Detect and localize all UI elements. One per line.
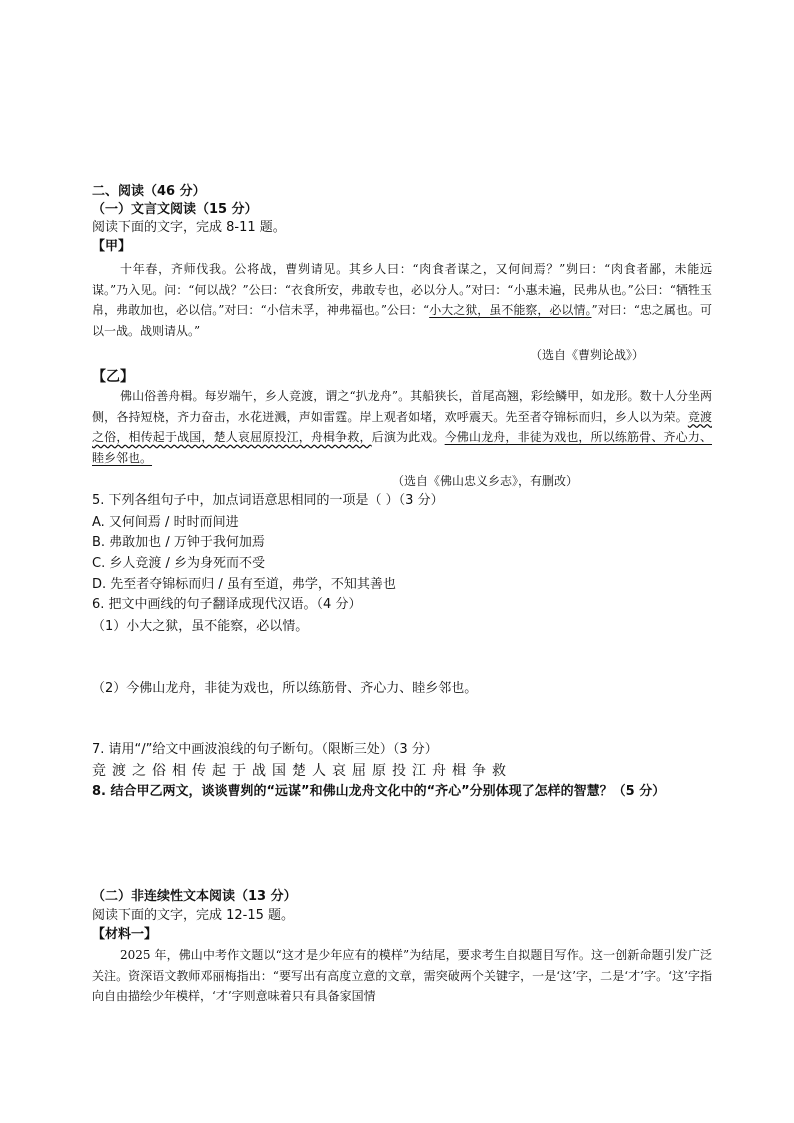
part2-title: （二）非连续性文本阅读（13 分） [92, 889, 297, 904]
yi-source: （选自《佛山忠义乡志》，有删改） [392, 474, 579, 488]
yi-passage [92, 386, 712, 468]
yi-passage-mid: 后演为此戏。 [371, 430, 445, 444]
q5-option-a: A. 又何间焉 / 时时而间进 [92, 515, 239, 530]
section-title: 二、阅读（46 分） [92, 184, 206, 199]
jia-label: 【甲】 [92, 239, 132, 254]
yi-passage-lead: 佛山俗善舟楫。每岁端午，乡人竞渡，谓之“扒龙舟”。其船狭长，首尾高翘，彩绘鳞甲，如龙形。数十人分坐两侧，各持短桡，齐力奋击，水花迸溅，声如雷霆。岸上观者如堵，欢呼震天。先至者夺锦标而归，乡人以为荣。 [92, 389, 712, 424]
q5-option-c: C. 乡人竞渡 / 乡为身死而不受 [92, 556, 265, 571]
q5-option-b: B. 弗敢加也 / 万钟于我何加焉 [92, 535, 265, 550]
part1-instruction: 阅读下面的文字，完成 8-11 题。 [92, 220, 286, 235]
yi-label: 【乙】 [92, 369, 134, 385]
part2-instruction: 阅读下面的文字，完成 12-15 题。 [92, 908, 295, 923]
jia-passage-lead: 十年春，齐师伐我。公将战，曹刿请见。其乡人曰：“肉食者谋之，又何间焉？”刿曰：“肉食者鄙，未能远谋。”乃入见。问：“何以战？”公曰：“衣食所安，弗敢专也，必以分人。”对曰：“小惠未遍，民弗从也。”公曰：“牺牲玉帛，弗敢加也，必以信。”对曰：“小信未孚，神弗福也。”公曰：“ [92, 262, 712, 317]
q7-stem: 7. 请用“/”给文中画波浪线的句子断句。（限断三处）（3 分） [92, 742, 438, 757]
q6-sentence-2: （2）今佛山龙舟，非徒为戏也，所以练筋骨、齐心力、睦乡邻也。 [92, 681, 478, 696]
jia-underlined-sentence: 小大之狱，虽不能察，必以情。 [429, 303, 592, 317]
q7-text: 竞渡之俗相传起于战国楚人哀屈原投江舟楫争救 [92, 763, 512, 779]
material1-text: 2025 年，佛山中考作文题以“这才是少年应有的模样”为结尾，要求考生自拟题目写作。这一创新命题引发广泛关注。资深语文教师邓丽梅指出：“要写出有高度立意的文章，需突破两个关键字，一是‘这’字，二是‘才’字。‘这’字指向自由描绘少年模样，‘才’字则意味着只有具备家国情 [92, 948, 712, 1003]
jia-passage-tail: ”对曰：“忠之属也。可以一战。战则请从。” [92, 303, 712, 338]
q6-sentence-1: （1）小大之狱，虽不能察，必以情。 [92, 619, 309, 634]
q5-stem: 5. 下列各组句子中，加点词语意思相同的一项是（ ）（3 分） [92, 493, 444, 508]
material1-label: 【材料一】 [92, 927, 158, 942]
jia-passage [92, 259, 712, 341]
jia-source: （选自《曹刿论战》） [530, 348, 645, 362]
yi-underlined-sentence: 今佛山龙舟，非徒为戏也，所以练筋骨、齐心力、睦乡邻也。 [92, 430, 712, 465]
q8-stem: 8. 结合甲乙两文，谈谈曹刿的“远谋”和佛山龙舟文化中的“齐心”分别体现了怎样的智慧？（5 分） [92, 784, 666, 799]
yi-wavy-sentence: 竞渡之俗，相传起于战国，楚人哀屈原投江，舟楫争救， [92, 409, 712, 444]
q5-option-d: D. 先至者夺锦标而归 / 虽有至道，弗学，不知其善也 [92, 577, 396, 592]
q6-stem: 6. 把文中画线的句子翻译成现代汉语。（4 分） [92, 597, 362, 612]
part1-title: （一）文言文阅读（15 分） [92, 202, 258, 217]
